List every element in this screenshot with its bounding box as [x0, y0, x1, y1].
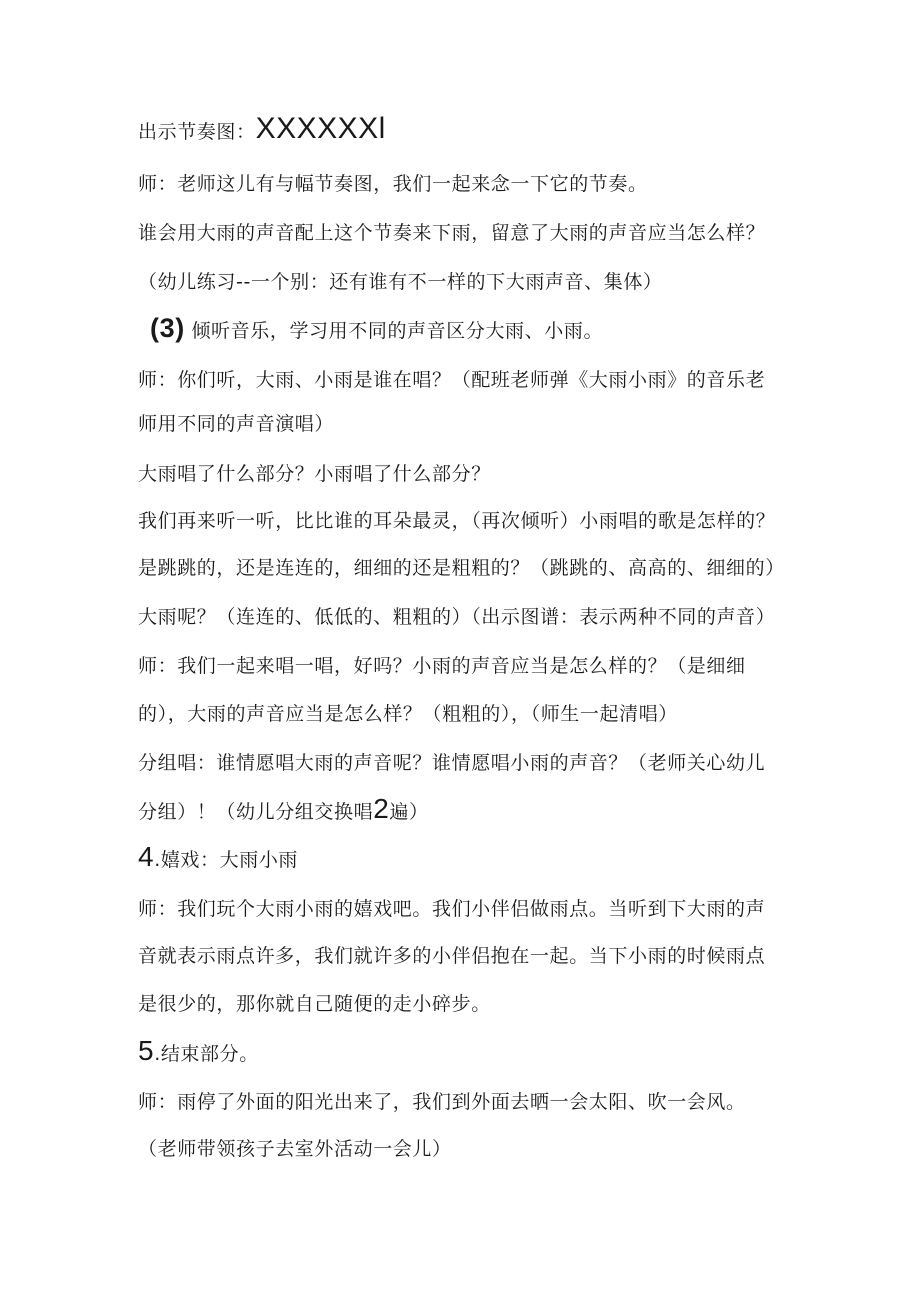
paragraph-line: 分组唱：谁情愿唱大雨的声音呢？谁情愿唱小雨的声音？（老师关心幼儿	[138, 752, 766, 774]
paragraph-line: （幼儿练习--一个别：还有谁有不一样的下大雨声音、集体）	[138, 271, 663, 293]
paragraph-line: 大雨唱了什么部分？小雨唱了什么部分？	[138, 463, 491, 485]
line-show-rhythm	[138, 112, 386, 145]
line-text: 出示节奏图：	[138, 121, 256, 143]
paragraph-line: 师：我们玩个大雨小雨的嬉戏吧。我们小伴侣做雨点。当听到下大雨的声	[138, 898, 766, 920]
line-text: 分组）！（幼儿分组交换唱	[138, 801, 374, 823]
repeat-count: 2	[373, 793, 390, 824]
section-3-heading	[150, 315, 603, 344]
paragraph-line: 大雨呢？（连连的、低低的、粗粗的）（出示图谱：表示两种不同的声音）	[138, 606, 776, 628]
paragraph-line: 师：老师这儿有与幅节奏图，我们一起来念一下它的节奏。	[138, 173, 648, 195]
paragraph-line: 谁会用大雨的声音配上这个节奏来下雨，留意了大雨的声音应当怎么样？	[138, 222, 766, 244]
line-text: 遍）	[389, 801, 429, 823]
section-title: .结束部分。	[154, 1043, 259, 1065]
paragraph-line: 师：雨停了外面的阳光出来了，我们到外面去晒一会太阳、吹一会风。	[138, 1091, 746, 1113]
section-title: .嬉戏：大雨小雨	[154, 849, 299, 871]
paragraph-line: 师用不同的声音演唱）	[138, 413, 335, 435]
section-4-heading	[138, 841, 299, 873]
paragraph-line	[138, 793, 429, 825]
paragraph-line: 是跳跳的，还是连连的，细细的还是粗粗的？（跳跳的、高高的、细细的）	[138, 557, 785, 579]
paragraph-line: 师：我们一起来唱一唱，好吗？小雨的声音应当是怎么样的？（是细细	[138, 655, 746, 677]
rhythm-notation: XXXXXXl	[255, 112, 386, 145]
section-number: 4	[138, 841, 155, 872]
section-number: (3)	[150, 313, 185, 343]
paragraph-line: 音就表示雨点许多，我们就许多的小伴侣抱在一起。当下小雨的时候雨点	[138, 945, 766, 967]
paragraph-line: 是很少的，那你就自己随便的走小碎步。	[138, 993, 491, 1015]
paragraph-line: 师：你们听，大雨、小雨是谁在唱？（配班老师弹《大雨小雨》的音乐老	[138, 369, 766, 391]
paragraph-line: （老师带领孩子去室外活动一会儿）	[138, 1138, 452, 1160]
paragraph-line: 的），大雨的声音应当是怎么样？（粗粗的），（师生一起清唱）	[138, 703, 678, 725]
section-title: 倾听音乐，学习用不同的声音区分大雨、小雨。	[191, 320, 604, 342]
section-number: 5	[138, 1035, 155, 1066]
section-5-heading	[138, 1035, 259, 1067]
paragraph-line: 我们再来听一听，比比谁的耳朵最灵，（再次倾听）小雨唱的歌是怎样的？	[138, 510, 776, 532]
